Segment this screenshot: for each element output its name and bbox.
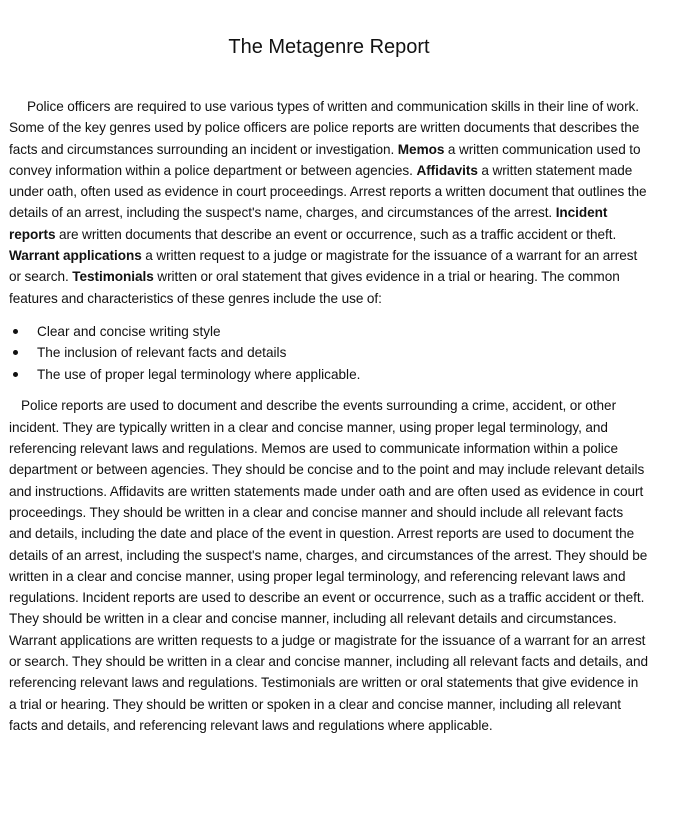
intro-text-2: a written communication used to convey information within a police department or between agencies. [9, 141, 641, 178]
term-testimonials: Testimonials [72, 269, 154, 285]
document-page [9, 0, 649, 736]
list-item-text: The use of proper legal terminology where applicable. [37, 366, 361, 382]
intro-paragraph [9, 96, 649, 309]
list-item-text: The inclusion of relevant facts and details [37, 345, 287, 361]
intro-text-6: written or oral statement that gives evidence in a trial or hearing. The common features and characteristics of these genres include the use of: [9, 269, 620, 306]
body-paragraph: Police reports are used to document and describe the events surrounding a crime, accident, or other incident. They are typically written in a clear and concise manner, using proper legal terminology, and referencing relevant laws and regulations. Memos are used to communicate information within a police department or between agencies. They should be concise and to the point and may include relevant details and instructions. Affidavits are written statements made under oath and are often used as evidence in court proceedings. They should be written in a clear and concise manner and should include all relevant facts and details, including the date and place of the event in question. Arrest reports are used to document the details of an arrest, including the suspect's name, charges, and circumstances of the arrest. They should be written in a clear and concise manner, using proper legal terminology, and referencing relevant laws and regulations. Incident reports are used to describe an event or occurrence, such as a traffic accident or theft. They should be written in a clear and concise manner, including all relevant details and circumstances. Warrant applications are written requests to a judge or magistrate for the issuance of a warrant for an arrest or search. They should be written in a clear and concise manner, including all relevant facts and details, and referencing relevant laws and regulations. Testimonials are written or oral statements that give evidence in a trial or hearing. They should be written or spoken in a clear and concise manner, including all relevant facts and details, and referencing relevant laws and regulations where applicable. [9, 398, 648, 733]
intro-text-5: a written request to a judge or magistrate for the issuance of a warrant for an arrest or search. [9, 248, 638, 285]
list-item-text: Clear and concise writing style [37, 323, 221, 339]
bullet-icon [13, 372, 18, 377]
term-warrant-applications: Warrant applications [9, 248, 142, 264]
bullet-icon [13, 329, 18, 334]
list-item [9, 364, 649, 386]
term-memos: Memos [397, 141, 445, 157]
page-title: The Metagenre Report [228, 36, 430, 58]
intro-text-3: a written statement made under oath, often used as evidence in court proceedings. Arrest reports a written document that outlines the details of an arrest, including the suspect's name, charges, and circumstances of the arrest. [9, 162, 647, 221]
bullet-icon [13, 350, 18, 355]
term-affidavits: Affidavits [416, 162, 478, 178]
features-list [9, 321, 649, 386]
list-item [9, 342, 649, 364]
intro-text-1: Police officers are required to use various types of written and communication skills in their line of work. Some of the key genres used by police officers are police reports are written documents that describes the facts and circumstances surrounding an incident or investigation. [9, 99, 640, 157]
term-incident-reports: Incident reports [9, 205, 608, 242]
list-item [9, 321, 649, 343]
intro-text-4: are written documents that describe an event or occurrence, such as a traffic accident or theft. [55, 226, 617, 242]
